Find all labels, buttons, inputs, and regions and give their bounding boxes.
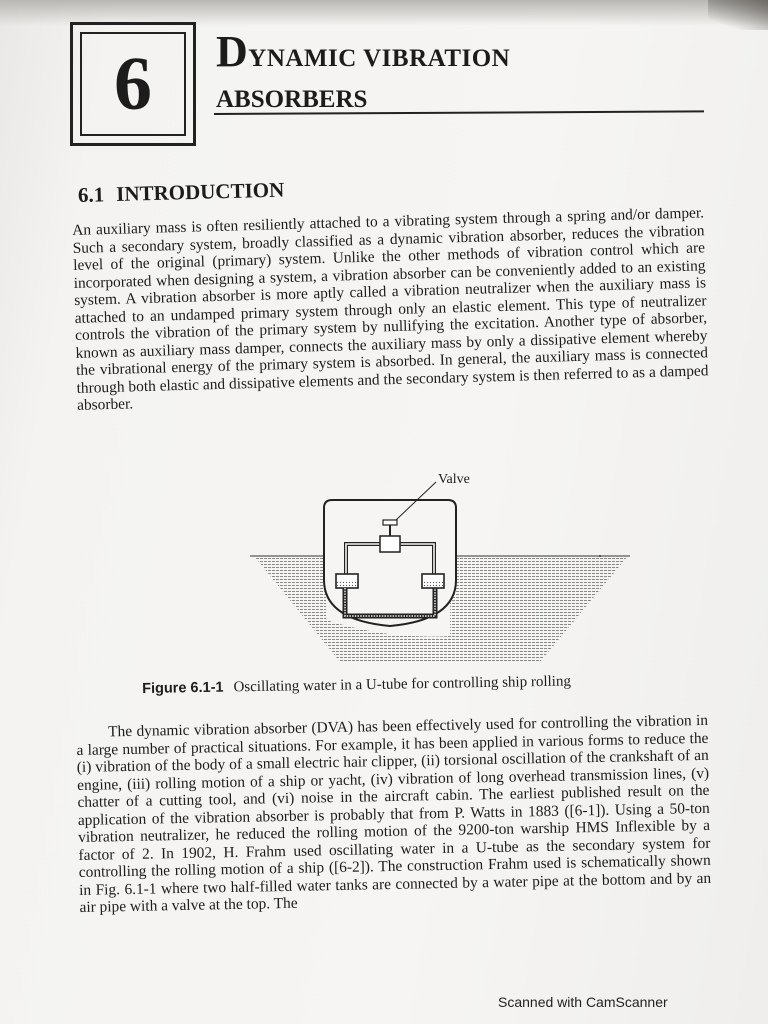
valve [380,536,400,552]
dva-paragraph: The dynamic vibration absorber (DVA) has been effectively used for controlling the vibration in a large number of practical situations. For example, it has been applied in various forms to reduce the (i) vibration of the body of a small electric hair clipper, (ii) torsional oscillation of the crankshaft of an engine, (iii) rolling motion of a ship or yacht, (iv) vibration of long overhead transmission lines, (v) chatter of a cutting tool, and (vi) noise in the aircraft cabin. The earliest published result on the application of the vibration absorber is probably that from P. Watts in 1883 ([6-1]). Using a 50-ton vibration neutralizer, he reduced the rolling motion of the 9200-ton warship HMS Inflexible by a factor of 2. In 1902, H. Frahm used oscillating water in a U-tube as the secondary system for controlling the rolling motion of a ship ([6-2]). The construction Frahm used is schematically shown in Fig. 6.1-1 where two half-filled water tanks are connected by a water pipe at the bottom and by an air pipe with a valve at the top. The [76,711,712,916]
chapter-title-line2: ABSORBERS [216,86,368,113]
chapter-title [216,27,706,117]
section-heading [78,178,285,208]
valve-label: Valve [438,472,470,487]
chapter-title-line1 [216,27,706,81]
scanner-watermark: Scanned with CamScanner [498,994,668,1010]
figure-caption [142,674,571,698]
page-corner-shadow [708,0,768,30]
chapter-title-initial: D [216,27,249,76]
section-title: INTRODUCTION [115,177,285,206]
intro-paragraph: An auxiliary mass is often resiliently attached to a vibrating system through a spring and/or damper. Such a secondary system, broadly classified as a dynamic vibration absorber, reduces the vibration level of the original (primary) system. Unlike the other methods of vibration control which are incorporated when designing a system, a vibration absorber can be conveniently added to an existing system. A vibration absorber is more aptly called a vibration neutralizer when the auxiliary mass is attached to an undamped primary system through only an elastic element. This type of neutralizer controls the vibration of the primary system by nullifying the excitation. Another type of absorber, known as auxiliary mass damper, connects the auxiliary mass by only a dissipative element whereby the vibrational energy of the primary system is absorbed. In general, the auxiliary mass is connected through both elastic and dissipative elements and the secondary system is then referred to as a damped absorber. [72,204,709,414]
chapter-title-rest: YNAMIC VIBRATION [248,45,511,72]
figure-caption-text: Oscillating water in a U-tube for controlling ship rolling [233,673,572,696]
section-number: 6.1 [77,182,105,207]
chapter-number-box [70,22,196,146]
chapter-number: 6 [80,32,186,136]
u-tube-figure [240,470,640,670]
figure-number: Figure 6.1-1 [142,679,224,697]
